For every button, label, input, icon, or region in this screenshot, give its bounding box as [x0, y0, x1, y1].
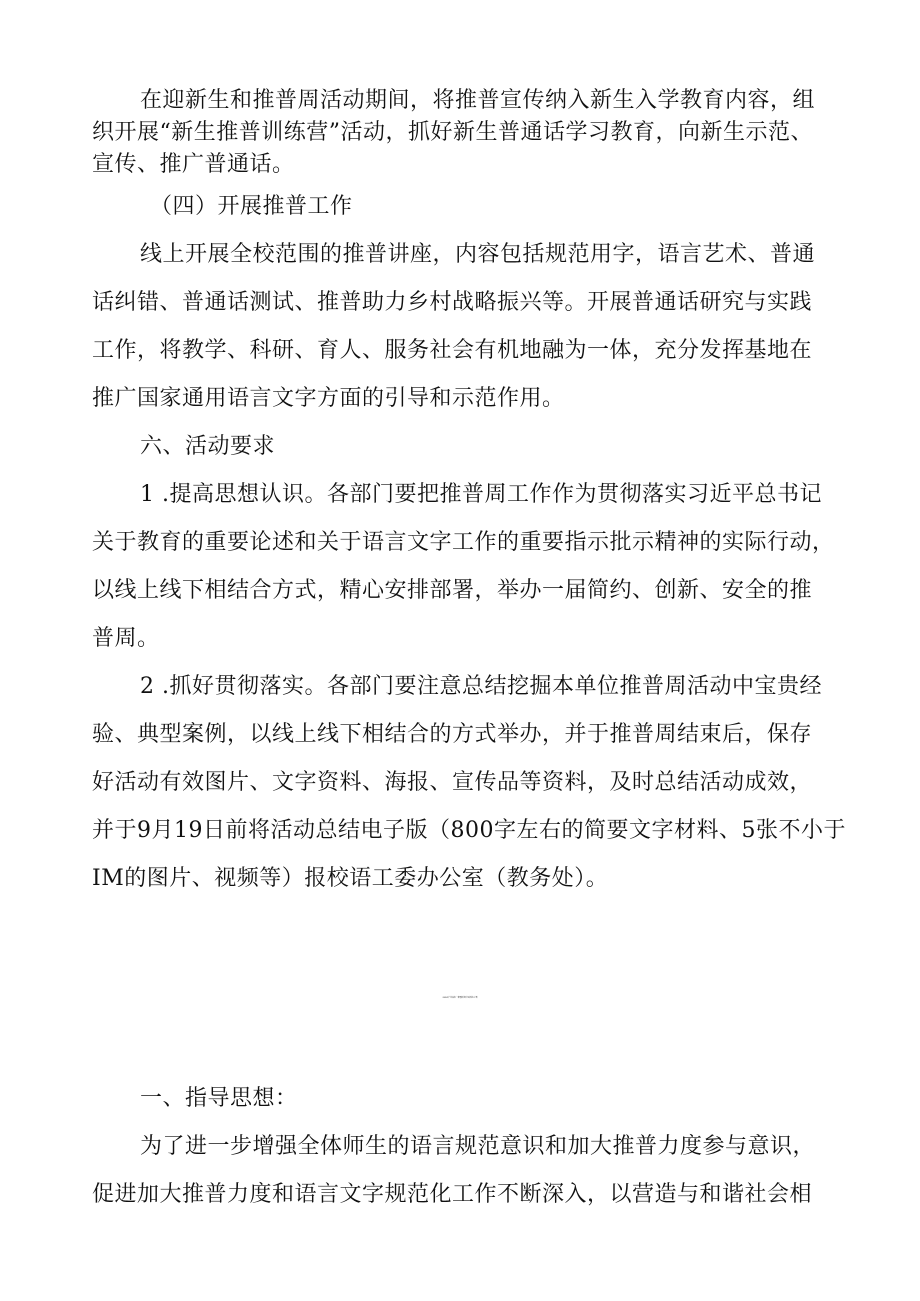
- paragraph-line: 验、典型案例，以线上线下相结合的方式举办，并于推普周结束后，保存: [92, 722, 813, 747]
- paragraph-line: 1 .提高思想认识。各部门要把推普周工作作为贯彻落实习近平总书记: [140, 482, 822, 507]
- paragraph-line: 关于教育的重要论述和关于语言文字工作的重要指示批示精神的实际行动，: [92, 530, 835, 555]
- paragraph-line: 话纠错、普通话测试、推普助力乡村战略振兴等。开展普通话研究与实践: [92, 290, 813, 315]
- subheading: （四）开展推普工作: [150, 194, 353, 219]
- document-title: 2024年学校推广普通话宣传周活动方案: [442, 997, 478, 999]
- paragraph-line: 线上开展全校范围的推普讲座，内容包括规范用字，语言艺术、普通: [140, 242, 816, 267]
- paragraph-line: 促进加大推普力度和语言文字规范化工作不断深入，以营造与和谐社会相: [92, 1182, 813, 1207]
- paragraph-line: 为了进一步增强全体师生的语言规范意识和加大推普力度参与意识，: [140, 1134, 816, 1159]
- paragraph-line: 工作，将教学、科研、育人、服务社会有机地融为一体，充分发挥基地在: [92, 338, 813, 363]
- paragraph-line: 普周。: [92, 626, 160, 651]
- paragraph-line: 织开展“新生推普训练营”活动，抓好新生普通话学习教育，向新生示范、: [92, 120, 813, 145]
- paragraph-line: 在迎新生和推普周活动期间，将推普宣传纳入新生入学教育内容，组: [140, 88, 816, 113]
- paragraph-line: 推广国家通用语言文字方面的引导和示范作用。: [92, 386, 565, 411]
- section-heading: 六、活动要求: [140, 434, 276, 459]
- paragraph-line: 好活动有效图片、文字资料、海报、宣传品等资料，及时总结活动成效，: [92, 770, 813, 795]
- paragraph-line: 宣传、推广普通话。: [92, 152, 295, 177]
- paragraph-line: IM的图片、视频等）报校语工委办公室（教务处）。: [92, 866, 609, 891]
- section-heading: 一、指导思想：: [140, 1086, 298, 1111]
- paragraph-line: 2 .抓好贯彻落实。各部门要注意总结挖掘本单位推普周活动中宝贵经: [140, 674, 822, 699]
- paragraph-line: 并于9月19日前将活动总结电子版（800字左右的简要文字材料、5张不小于: [92, 818, 846, 843]
- paragraph-line: 以线上线下相结合方式，精心安排部署，举办一届简约、创新、安全的推: [92, 578, 813, 603]
